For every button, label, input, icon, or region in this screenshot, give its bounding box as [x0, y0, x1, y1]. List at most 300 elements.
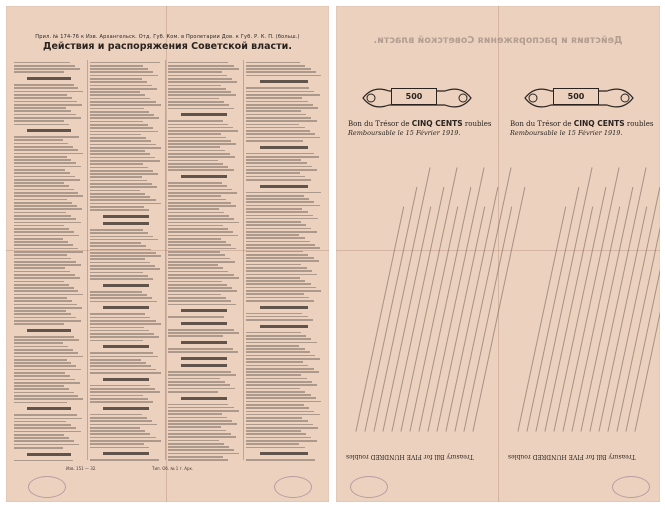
footer-left-text: Изв. 151 — 32.: [66, 466, 97, 471]
text-line-mark: [90, 372, 161, 374]
text-line-mark: [14, 313, 71, 315]
text-line-mark: [14, 149, 78, 151]
text-line-mark: [246, 114, 306, 116]
text-line-mark: [14, 205, 77, 207]
text-line-mark: [168, 169, 234, 171]
text-line-mark: [90, 163, 143, 165]
text-line-mark: [14, 244, 73, 246]
text-line-mark: [246, 437, 311, 439]
text-line-mark: [90, 101, 156, 103]
text-line-mark: [168, 348, 233, 350]
text-line-mark: [90, 81, 147, 83]
text-line-mark: [90, 167, 148, 169]
text-line-mark: [14, 431, 81, 433]
text-line-mark: [14, 365, 76, 367]
text-line-mark: [168, 284, 227, 286]
text-line-mark: [246, 297, 309, 299]
bond-currency: roubles: [464, 120, 492, 128]
text-line-mark: [246, 251, 303, 253]
text-line-mark: [246, 355, 315, 357]
text-line-mark: [90, 336, 159, 338]
text-line-mark: [168, 199, 226, 201]
text-line-mark: [90, 193, 145, 195]
handwritten-russian-text: [348, 141, 488, 441]
text-line-mark: [168, 228, 228, 230]
text-line-mark: [168, 258, 230, 260]
text-line-mark: [168, 195, 221, 197]
text-line-mark: [168, 78, 232, 80]
text-line-mark: [246, 348, 305, 350]
text-line-mark: [246, 104, 313, 106]
treasury-bond-sheet: [336, 6, 660, 502]
text-line-mark: [168, 274, 234, 276]
text-line-mark: [90, 196, 150, 198]
text-line-mark: [168, 459, 228, 461]
text-line-mark: [14, 162, 76, 164]
text-line-mark: [168, 231, 233, 233]
text-line-mark: [168, 371, 231, 373]
oval-stamp: [274, 476, 312, 498]
handwriting-stroke: [634, 187, 660, 432]
text-line-mark: [90, 183, 152, 185]
text-line-mark: [14, 222, 81, 224]
text-line-mark: [14, 71, 64, 73]
text-line-mark: [168, 104, 229, 106]
text-line-mark: [246, 427, 318, 429]
text-line-mark: [14, 172, 70, 174]
text-line-mark: [246, 459, 315, 461]
text-line-mark: [168, 264, 218, 266]
text-line-mark: [168, 140, 231, 142]
text-line-mark: [168, 225, 223, 227]
text-line-mark: [246, 411, 314, 413]
text-line-mark: [168, 153, 230, 155]
text-line-mark: [168, 329, 234, 331]
text-line-mark: [14, 294, 83, 296]
text-line-mark: [90, 160, 160, 162]
text-line-mark: [14, 199, 67, 201]
text-line-mark: [14, 447, 63, 449]
text-line-mark: [168, 218, 234, 220]
text-line-mark: [14, 218, 76, 220]
text-line-mark: [246, 162, 307, 164]
section-heading-mark: [181, 357, 227, 360]
text-line-mark: [90, 272, 143, 274]
column-rule: [243, 60, 244, 460]
text-line-mark: [168, 391, 218, 393]
text-line-mark: [246, 133, 315, 135]
text-line-mark: [168, 222, 239, 224]
text-line-mark: [246, 384, 317, 386]
text-line-mark: [246, 264, 301, 266]
bond-title-prefix: Bon du Trésor de: [510, 120, 572, 128]
text-line-mark: [90, 443, 144, 445]
text-line-mark: [246, 332, 301, 334]
text-column-3: [168, 60, 240, 462]
text-line-mark: [246, 130, 310, 132]
text-line-mark: [90, 327, 144, 329]
text-line-mark: [90, 362, 146, 364]
section-heading-mark: [103, 345, 149, 348]
text-line-mark: [14, 97, 72, 99]
text-line-mark: [246, 166, 312, 168]
text-line-mark: [246, 338, 311, 340]
text-line-mark: [90, 249, 151, 251]
text-line-mark: [246, 237, 305, 239]
text-line-mark: [14, 402, 67, 404]
text-line-mark: [90, 430, 145, 432]
text-line-mark: [14, 94, 67, 96]
text-line-mark: [90, 265, 155, 267]
text-line-mark: [246, 277, 300, 279]
text-line-mark: [14, 267, 65, 269]
text-line-mark: [14, 185, 69, 187]
text-line-mark: [14, 215, 71, 217]
text-line-mark: [168, 449, 234, 451]
text-column-2: [90, 60, 162, 462]
text-line-mark: [168, 287, 232, 289]
text-line-mark: [168, 130, 238, 132]
text-line-mark: [168, 192, 237, 194]
text-line-mark: [246, 120, 317, 122]
text-line-mark: [168, 404, 228, 406]
text-line-mark: [14, 395, 78, 397]
text-line-mark: [168, 68, 239, 70]
section-heading-mark: [103, 306, 149, 309]
text-column-1: [14, 60, 84, 462]
text-line-mark: [14, 277, 80, 279]
text-line-mark: [246, 68, 311, 70]
text-line-mark: [14, 372, 65, 374]
text-line-mark: [14, 304, 77, 306]
text-line-mark: [14, 336, 74, 338]
text-line-mark: [168, 62, 228, 64]
column-rule: [87, 60, 88, 460]
oval-stamp: [612, 476, 650, 498]
text-line-mark: [14, 284, 69, 286]
text-line-mark: [14, 104, 82, 106]
text-line-mark: [246, 97, 302, 99]
text-line-mark: [168, 304, 236, 306]
text-line-mark: [90, 395, 143, 397]
text-line-mark: [246, 195, 304, 197]
text-line-mark: [168, 417, 227, 419]
text-line-mark: [246, 345, 299, 347]
text-line-mark: [168, 436, 236, 438]
text-line-mark: [168, 133, 221, 135]
text-line-mark: [246, 101, 308, 103]
text-line-mark: [90, 199, 156, 201]
text-line-mark: [168, 160, 218, 162]
text-line-mark: [90, 242, 141, 244]
text-line-mark: [246, 365, 308, 367]
text-line-mark: [90, 258, 145, 260]
text-line-mark: [14, 362, 71, 364]
text-line-mark: [246, 293, 304, 295]
text-line-mark: [14, 398, 83, 400]
text-line-mark: [246, 407, 309, 409]
text-line-mark: [246, 124, 299, 126]
section-heading-mark: [181, 175, 227, 178]
text-line-mark: [90, 157, 155, 159]
text-line-mark: [246, 361, 303, 363]
text-line-mark: [246, 283, 311, 285]
text-line-mark: [90, 323, 161, 325]
bond-value: 500: [553, 88, 599, 105]
text-line-mark: [14, 424, 71, 426]
text-line-mark: [90, 356, 158, 358]
text-line-mark: [90, 245, 146, 247]
text-line-mark: [14, 248, 78, 250]
text-line-mark: [14, 254, 67, 256]
text-line-mark: [168, 238, 221, 240]
text-line-mark: [168, 420, 232, 422]
section-heading-mark: [103, 452, 149, 455]
text-line-mark: [168, 182, 222, 184]
text-line-mark: [14, 356, 83, 358]
text-line-mark: [246, 342, 317, 344]
text-line-mark: [168, 332, 239, 334]
text-line-mark: [90, 147, 161, 149]
text-line-mark: [168, 381, 225, 383]
text-line-mark: [246, 394, 311, 396]
text-line-mark: [14, 271, 70, 273]
text-line-mark: [168, 456, 223, 458]
text-line-mark: [14, 176, 75, 178]
text-line-mark: [90, 297, 152, 299]
text-line-mark: [246, 319, 313, 321]
text-line-mark: [90, 229, 143, 231]
text-line-mark: [90, 75, 158, 77]
text-line-mark: [168, 71, 222, 73]
text-line-mark: [246, 287, 316, 289]
text-line-mark: [14, 153, 83, 155]
text-line-mark: [246, 208, 302, 210]
text-line-mark: [246, 254, 308, 256]
text-line-mark: [246, 107, 318, 109]
text-line-mark: [168, 384, 230, 386]
bond-title: [348, 119, 491, 128]
treasury-bond: [498, 81, 660, 481]
text-line-mark: [168, 146, 220, 148]
text-line-mark: [90, 114, 154, 116]
column-rule: [165, 60, 166, 460]
text-line-mark: [168, 241, 226, 243]
text-line-mark: [14, 91, 83, 93]
text-line-mark: [14, 136, 79, 138]
text-line-mark: [168, 430, 226, 432]
text-line-mark: [90, 186, 157, 188]
text-line-mark: [14, 297, 67, 299]
text-line-mark: [14, 359, 67, 361]
text-line-mark: [168, 212, 224, 214]
text-line-mark: [14, 228, 69, 230]
text-line-mark: [90, 294, 147, 296]
text-line-mark: [168, 410, 239, 412]
text-line-mark: [90, 232, 148, 234]
text-line-mark: [14, 189, 74, 191]
section-heading-mark: [181, 364, 227, 367]
text-line-mark: [246, 378, 307, 380]
text-line-mark: [90, 144, 156, 146]
text-line-mark: [90, 359, 141, 361]
text-line-mark: [246, 430, 301, 432]
text-line-mark: [14, 307, 82, 309]
bond-amount: CINQ CENTS: [573, 119, 625, 128]
text-line-mark: [14, 159, 71, 161]
text-line-mark: [90, 313, 145, 315]
text-line-mark: [90, 333, 154, 335]
bond-redemption: Remboursable le 15 Février 1919.: [510, 129, 623, 137]
section-heading-mark: [103, 284, 149, 287]
text-line-mark: [90, 278, 153, 280]
text-line-mark: [90, 459, 159, 461]
text-line-mark: [168, 300, 231, 302]
text-line-mark: [246, 224, 306, 226]
text-line-mark: [14, 169, 65, 171]
section-heading-mark: [27, 407, 72, 410]
bond-currency: roubles: [626, 120, 654, 128]
text-line-mark: [246, 117, 311, 119]
text-line-mark: [14, 208, 82, 210]
section-heading-mark: [181, 113, 227, 116]
text-line-mark: [168, 251, 220, 253]
text-line-mark: [246, 388, 300, 390]
section-heading-mark: [27, 129, 72, 132]
text-line-mark: [246, 447, 305, 449]
text-line-mark: [168, 388, 235, 390]
text-line-mark: [14, 251, 83, 253]
text-line-mark: [90, 170, 153, 172]
text-line-mark: [168, 65, 234, 67]
text-line-mark: [90, 62, 160, 64]
text-line-mark: [168, 166, 228, 168]
text-line-mark: [14, 300, 72, 302]
text-line-mark: [90, 369, 156, 371]
text-line-mark: [14, 375, 70, 377]
text-line-mark: [90, 320, 156, 322]
section-heading-mark: [260, 80, 309, 83]
text-line-mark: [246, 368, 314, 370]
text-line-mark: [90, 68, 148, 70]
text-line-mark: [90, 417, 147, 419]
text-line-mark: [90, 388, 155, 390]
text-line-mark: [90, 94, 145, 96]
text-line-mark: [246, 260, 319, 262]
text-line-mark: [168, 374, 236, 376]
text-line-mark: [90, 85, 152, 87]
text-line-mark: [14, 418, 82, 420]
text-line-mark: [246, 371, 319, 373]
text-line-mark: [246, 440, 317, 442]
text-line-mark: [90, 414, 142, 416]
text-line-mark: [168, 407, 234, 409]
text-line-mark: [14, 274, 75, 276]
text-line-mark: [14, 179, 80, 181]
text-line-mark: [90, 173, 158, 175]
text-line-mark: [14, 120, 64, 122]
text-line-mark: [90, 127, 153, 129]
text-line-mark: [246, 313, 302, 315]
text-line-mark: [246, 179, 311, 181]
text-line-mark: [14, 346, 68, 348]
text-line-mark: [14, 143, 68, 145]
text-line-mark: [246, 65, 305, 67]
text-line-mark: [14, 101, 77, 103]
text-line-mark: [14, 264, 81, 266]
text-line-mark: [14, 281, 64, 283]
text-line-mark: [246, 316, 308, 318]
text-line-mark: [90, 131, 158, 133]
newspaper-header: [6, 34, 329, 52]
text-line-mark: [168, 440, 219, 442]
text-line-mark: [168, 127, 233, 129]
text-line-mark: [168, 185, 227, 187]
text-line-mark: [168, 124, 228, 126]
text-line-mark: [14, 68, 80, 70]
text-line-mark: [90, 65, 143, 67]
text-line-mark: [246, 62, 300, 64]
text-line-mark: [246, 374, 301, 376]
text-line-mark: [168, 215, 229, 217]
text-line-mark: [246, 433, 306, 435]
text-line-mark: [168, 413, 222, 415]
text-line-mark: [90, 176, 142, 178]
text-line-mark: [90, 433, 150, 435]
text-line-mark: [90, 385, 150, 387]
text-line-mark: [90, 190, 140, 192]
text-line-mark: [246, 267, 307, 269]
text-line-mark: [90, 239, 158, 241]
text-line-mark: [246, 417, 302, 419]
text-line-mark: [90, 447, 149, 449]
text-line-mark: [246, 192, 321, 194]
text-line-mark: [168, 163, 223, 165]
text-line-mark: [14, 317, 76, 319]
section-heading-mark: [27, 77, 72, 80]
text-line-mark: [168, 137, 226, 139]
text-line-mark: [14, 460, 73, 462]
text-line-mark: [168, 143, 236, 145]
text-line-mark: [168, 423, 237, 425]
text-line-mark: [246, 87, 309, 89]
text-line-mark: [246, 280, 305, 282]
text-line-mark: [246, 172, 300, 174]
text-line-mark: [90, 206, 144, 208]
text-line-mark: [168, 85, 221, 87]
text-line-mark: [168, 120, 223, 122]
text-line-mark: [168, 453, 239, 455]
text-line-mark: [14, 437, 69, 439]
text-line-mark: [90, 427, 140, 429]
text-line-mark: [246, 221, 301, 223]
text-line-mark: [14, 382, 80, 384]
section-heading-mark: [27, 453, 72, 456]
text-line-mark: [246, 205, 320, 207]
text-line-mark: [90, 209, 149, 211]
text-line-mark: [168, 235, 238, 237]
bond-title: [510, 119, 653, 128]
section-heading-mark: [181, 397, 227, 400]
text-line-mark: [14, 414, 77, 416]
text-line-mark: [90, 153, 150, 155]
text-line-mark: [168, 150, 225, 152]
text-line-mark: [14, 369, 81, 371]
newspaper-title: Действия и распоряжения Советской власти.: [43, 41, 292, 52]
bond-footer: Treasury Bill for FIVE HUNDRED roubles: [346, 453, 474, 460]
text-line-mark: [168, 189, 232, 191]
text-line-mark: [246, 358, 320, 360]
